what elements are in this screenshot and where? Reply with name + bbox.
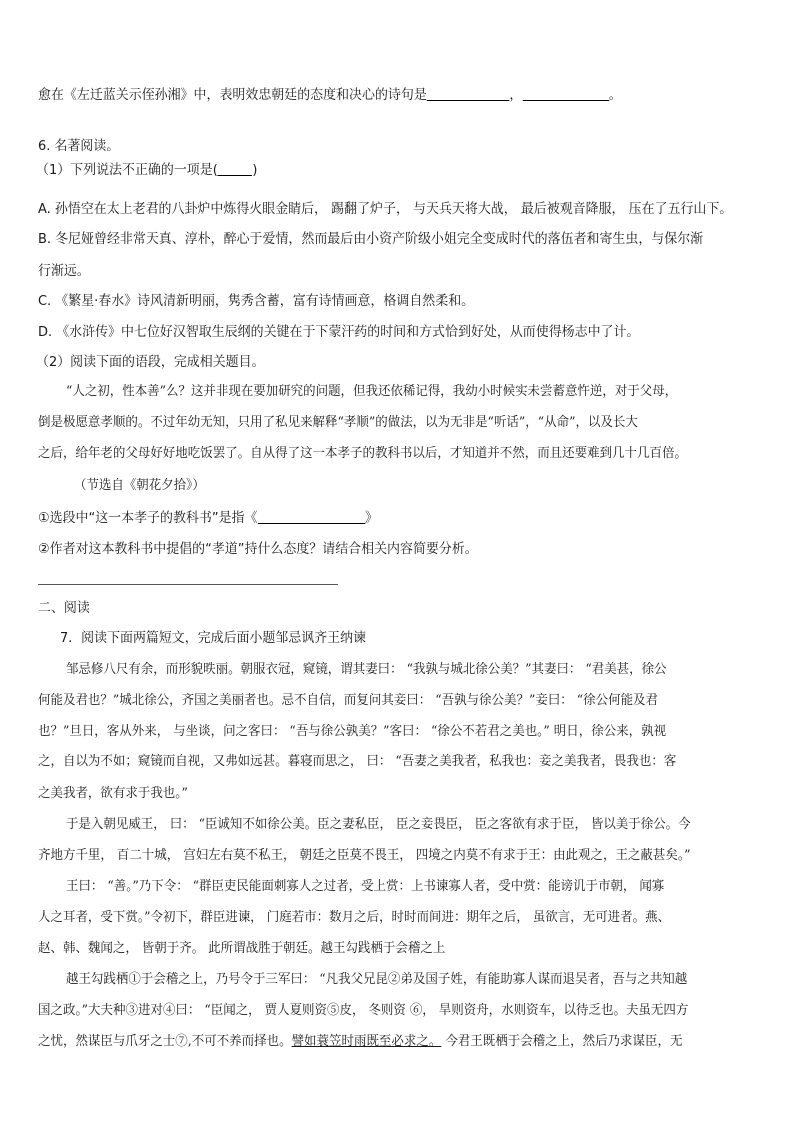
q6-sub1: （1）下列说法不正确的一项是( ) bbox=[36, 162, 258, 178]
passage-line-2: 倒是极愿意孝顺的。不过年幼无知，只用了私见来解释“孝顺”的做法，以为无非是“听话”，“从命”，以及长大 bbox=[38, 415, 638, 430]
text1-line-7: 齐地方千里， 百二十城， 宫妇左右莫不私王， 朝廷之臣莫不畏王， 四境之内莫不有求于王：由此观之，王之蔽甚矣。” bbox=[38, 848, 691, 863]
option-a: A. 孙悟空在太上老君的八卦炉中炼得火眼金睛后， 踢翻了炉子， 与天兵天将大战， 最后被观音降服， 压在了五行山下。 bbox=[38, 201, 733, 217]
option-b: B. 冬尼娅曾经非常天真、淳朴，醉心于爱情，然而最后由小资产阶级小姐完全变成时代的落伍者和寄生虫，与保尔渐 bbox=[38, 231, 704, 247]
q6-2-1: ①选段中“这一本孝子的教科书”是指《 》 bbox=[38, 510, 378, 526]
text1-line-2: 何能及君也？”城北徐公，齐国之美丽者也。忌不自信，而复问其妾曰： “吾孰与徐公美？”妾曰： “徐公何能及君 bbox=[38, 693, 659, 708]
text2-line-2: 国之政。”大夫种③进对④曰： “臣闻之， 贾人夏则资⑤皮， 冬则资 ⑥， 旱则资舟，水则资车，以待乏也。夫虽无四方 bbox=[38, 1003, 689, 1018]
text1-line-1: 邹忌修八尺有余，而形貌昳丽。朝服衣冠，窥镜，谓其妻曰： “我孰与城北徐公美？”其妻曰： “君美甚，徐公 bbox=[66, 662, 667, 677]
option-c: C. 《繁星·春水》诗风清新明丽，隽秀含蓄，富有诗情画意，格调自然柔和。 bbox=[38, 293, 475, 309]
text1-line-6: 于是入朝见威王， 曰： “臣诚知不如徐公美。臣之妻私臣， 臣之妾畏臣， 臣之客欲有求于臣， 皆以美于徐公。今 bbox=[66, 817, 691, 832]
q7-title: 7．阅读下面两篇短文，完成后面小题邹忌讽齐王纳谏 bbox=[60, 630, 367, 646]
passage-source: （节选自《朝花夕拾》） bbox=[74, 478, 205, 493]
answer-rule[interactable] bbox=[38, 584, 338, 585]
q6-2-2: ②作者对这本教科书中提倡的“孝道”持什么态度？请结合相关内容简要分析。 bbox=[38, 541, 478, 557]
q6-sub2: （2）阅读下面的语段，完成相关题目。 bbox=[36, 354, 265, 370]
answer-blank-2[interactable] bbox=[522, 86, 608, 101]
answer-blank-choice[interactable] bbox=[218, 161, 253, 176]
q5-line: 愈在《左迁蓝关示侄孙湘》中，表明效忠朝廷的态度和决心的诗句是 ， 。 bbox=[38, 87, 622, 103]
passage-line-1: “人之初，性本善”么？这并非现在要加研究的问题，但我还依稀记得，我幼小时候实未尝蓄意忤逆，对于父母， bbox=[66, 384, 678, 399]
passage-line-3: 之后，给年老的父母好好地吃饭罢了。自从得了这一本孝子的教科书以后，才知道并不然，而且还要难到几十几百倍。 bbox=[38, 446, 687, 461]
q5-text: 愈在《左迁蓝关示侄孙湘》中，表明效忠朝廷的态度和决心的诗句是 bbox=[38, 87, 427, 103]
section-2-title: 二、阅读 bbox=[38, 600, 90, 616]
text1-line-5: 之美我者，欲有求于我也。” bbox=[38, 786, 188, 801]
text1-line-8: 王曰： “善。”乃下令： “群臣吏民能面刺寡人之过者，受上赏：上书谏寡人者，受中赏：能谤讥于市朝， 闻寡 bbox=[66, 879, 665, 894]
option-d: D. 《水浒传》中七位好汉智取生辰纲的关键在于下蒙汗药的时间和方式恰到好处，从而使得杨志中了计。 bbox=[38, 324, 640, 340]
q6-title: 6. 名著阅读。 bbox=[38, 138, 120, 154]
text2-line-1: 越王勾践栖①于会稽之上，乃号令于三军曰： “凡我父兄昆②弟及国子姓，有能助寡人谋而退吴者，吾与之共知越 bbox=[66, 972, 688, 987]
text1-line-4: 之，自以为不如；窥镜而自视，又弗如远甚。暮寝而思之， 曰： “吾妻之美我者，私我也：妾之美我者，畏我也：客 bbox=[38, 754, 677, 769]
text1-line-3: 也？”旦日，客从外来， 与坐谈，问之客曰： “吾与徐公孰美？”客曰： “徐公不若君之美也。” 明日，徐公来，孰视 bbox=[38, 724, 667, 739]
answer-blank-book[interactable] bbox=[257, 509, 365, 524]
answer-blank-1[interactable] bbox=[427, 86, 510, 101]
text1-line-9: 人之耳者，受下赏。”令初下，群臣进谏， 门庭若市：数月之后，时时而间进：期年之后， 虽欲言，无可进者。燕、 bbox=[38, 910, 671, 925]
option-b-cont: 行渐远。 bbox=[38, 263, 90, 279]
text2-line-3: 之忧，然谋臣与爪牙之士⑦,不可不养而择也。譬如蓑笠时雨既至必求之。 今君王既栖于会稽之上，然后乃求谋臣，无 bbox=[38, 1034, 683, 1049]
underlined-sentence: 譬如蓑笠时雨既至必求之。 bbox=[291, 1034, 442, 1049]
text1-line-10: 赵、韩、魏闻之， 皆朝于齐。 此所谓战胜于朝廷。越王勾践栖于会稽之上 bbox=[38, 941, 446, 956]
